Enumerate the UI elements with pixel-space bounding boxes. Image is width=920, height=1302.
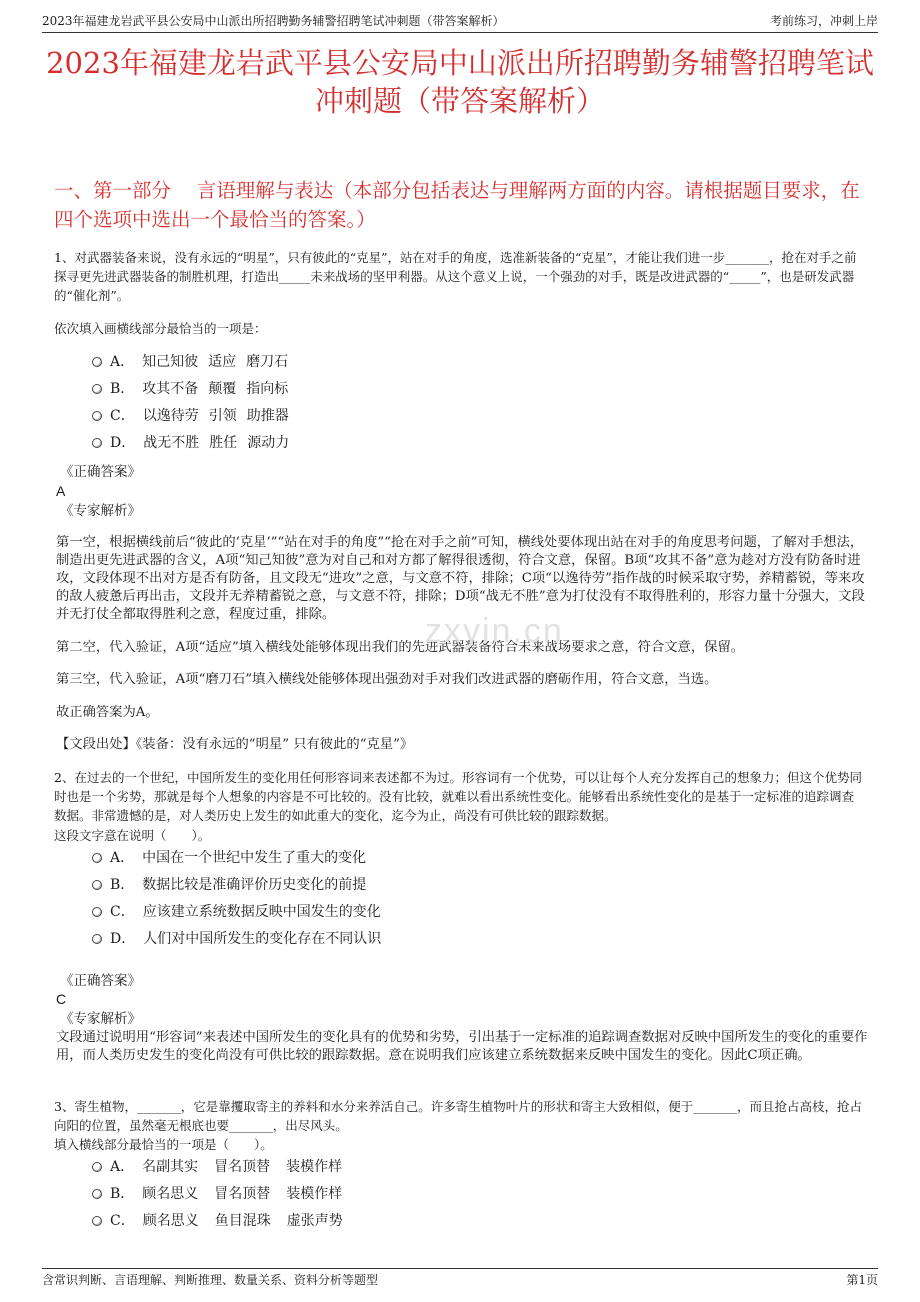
radio-icon[interactable] xyxy=(92,853,102,863)
q3-option-c[interactable]: C． 顾名思义 鱼目混珠 虚张声势 xyxy=(92,1211,353,1231)
q2-prompt: 这段文字意在说明（ ）。 xyxy=(54,828,211,843)
q1-option-a[interactable]: A． 知己知彼 适应 磨刀石 xyxy=(92,352,298,372)
q1-option-c[interactable]: C． 以逸待劳 引领 助推器 xyxy=(92,406,299,426)
header-doc-title: 2023年福建龙岩武平县公安局中山派出所招聘勤务辅警招聘笔试冲刺题（带答案解析） xyxy=(42,14,505,28)
q3-stem: 3、寄生植物，_______，它是靠攫取寄主的养料和水分来养活自己。许多寄生植物叶片的形状和寄主大致相似，便于_______，而且抢占高枝，抢占向阳的位置，虽然毫无根底也要_______，出尽风头。 xyxy=(54,1099,862,1133)
page-number: 第1页 xyxy=(846,1273,878,1287)
q3-prompt: 填入横线部分最恰当的一项是（ ）。 xyxy=(54,1137,273,1152)
page-title: 2023年福建龙岩武平县公安局中山派出所招聘勤务辅警招聘笔试冲刺题（带答案解析） xyxy=(46,46,874,118)
q2-option-b[interactable]: B． 数据比较是准确评价历史变化的前提 xyxy=(92,875,366,895)
radio-icon[interactable] xyxy=(92,384,102,394)
q1-analysis-2: 第二空，代入验证，A项“适应”填入横线处能够体现出我们的先进武器装备符合未来战场要求之意，符合文意，保留。 xyxy=(56,640,745,655)
q3-option-b[interactable]: B． 顾名思义 冒名顶替 装模作样 xyxy=(92,1184,352,1204)
radio-icon[interactable] xyxy=(92,1216,102,1226)
watermark: zxyin.cn xyxy=(425,612,564,650)
radio-icon[interactable] xyxy=(92,411,102,421)
radio-icon[interactable] xyxy=(92,1162,102,1172)
q1-option-b[interactable]: B． 攻其不备 颠覆 指向标 xyxy=(92,379,298,399)
q1-analysis-1: 第一空，根据横线前后“彼此的‘克星’”“站在对手的角度”“抢在对手之前”可知，横线处要体现出站在对手的角度思考问题，了解对手想法，制造出更先进武器的含义，A项“知己知彼”意为对自己和对方都了解得很透彻，符合文意，保留。B项“攻其不备”意为趁对方没有防备时进攻，文段体现不出对方是否有防备，且文段无“进攻”之意，与文意不符，排除；C项“以逸待劳”指作战的时候采取守势，养精蓄锐，等来攻的敌人疲惫后再出击，文段并无养精蓄锐之意，与文意不符，排除；D项“战无不胜”意为打仗没有不取得胜利的，形容力量十分强大，文段并无打仗全都取得胜利之意，程度过重，排除。 xyxy=(56,535,865,622)
section-heading: 一、第一部分 言语理解与表达（本部分包括表达与理解两方面的内容。请根据题目要求，在四个选项中选出一个最恰当的答案。） xyxy=(54,179,860,231)
q2-analysis-label: 《专家解析》 xyxy=(60,1011,141,1027)
q1-answer: A xyxy=(56,483,66,499)
q1-answer-label: 《正确答案》 xyxy=(60,464,141,480)
footer-topics: 含常识判断、言语理解、判断推理、数量关系、资料分析等题型 xyxy=(42,1273,379,1287)
q1-analysis-3: 第三空，代入验证，A项“磨刀石”填入横线处能够体现出强劲对手对我们改进武器的磨砺作用，符合文意，当选。 xyxy=(56,672,718,687)
q1-option-d[interactable]: D． 战无不胜 胜任 源动力 xyxy=(92,433,299,453)
q1-stem: 1、对武器装备来说，没有永远的“明星”，只有彼此的“克星”，站在对手的角度，选准新装备的“克星”，才能让我们进一步_______，抢在对手之前探寻更先进武器装备的制胜机理，打造出_____未来战场的坚甲利器。从这个意义上说，一个强劲的对手，既是改进武器的“_____”，也是研发武器的“催化剂”。 xyxy=(54,250,857,303)
q2-option-a[interactable]: A． 中国在一个世纪中发生了重大的变化 xyxy=(92,848,366,868)
radio-icon[interactable] xyxy=(92,357,102,367)
q2-option-c[interactable]: C． 应该建立系统数据反映中国发生的变化 xyxy=(92,902,381,922)
radio-icon[interactable] xyxy=(92,438,102,448)
q2-option-d[interactable]: D． 人们对中国所发生的变化存在不同认识 xyxy=(92,929,381,949)
q1-source: 【文段出处】《装备：没有永远的“明星” 只有彼此的“克星”》 xyxy=(56,737,414,752)
q2-stem: 2、在过去的一个世纪，中国所发生的变化用任何形容词来表述都不为过。形容词有一个优势，可以让每个人充分发挥自己的想象力；但这个优势同时也是一个劣势，那就是每个人想象的内容是不可比较的。没有比较，就难以看出系统性变化。能够看出系统性变化的是基于一定标准的追踪调查数据。非常遗憾的是，对人类历史上发生的如此重大的变化，迄今为止，尚没有可供比较的跟踪数据。 xyxy=(54,770,862,823)
page-footer xyxy=(42,1268,878,1291)
radio-icon[interactable] xyxy=(92,907,102,917)
q3-option-a[interactable]: A． 名副其实 冒名顶替 装模作样 xyxy=(92,1157,352,1177)
radio-icon[interactable] xyxy=(92,1189,102,1199)
header-slogan: 考前练习，冲刺上岸 xyxy=(769,14,878,28)
q1-analysis-4: 故正确答案为A。 xyxy=(56,705,159,720)
q1-analysis-label: 《专家解析》 xyxy=(60,503,141,519)
q1-prompt: 依次填入画横线部分最恰当的一项是： xyxy=(54,321,267,336)
q2-analysis: 文段通过说明用“形容词”来表述中国所发生的变化具有的优势和劣势，引出基于一定标准的追踪调查数据对反映中国所发生的变化的重要作用，而人类历史发生的变化尚没有可供比较的跟踪数据。意在说明我们应该建立系统数据来反映中国发生的变化。因此C项正确。 xyxy=(56,1030,868,1063)
radio-icon[interactable] xyxy=(92,880,102,890)
q2-answer: C xyxy=(56,991,67,1007)
radio-icon[interactable] xyxy=(92,934,102,944)
q2-answer-label: 《正确答案》 xyxy=(60,973,141,989)
page-header xyxy=(42,10,878,33)
